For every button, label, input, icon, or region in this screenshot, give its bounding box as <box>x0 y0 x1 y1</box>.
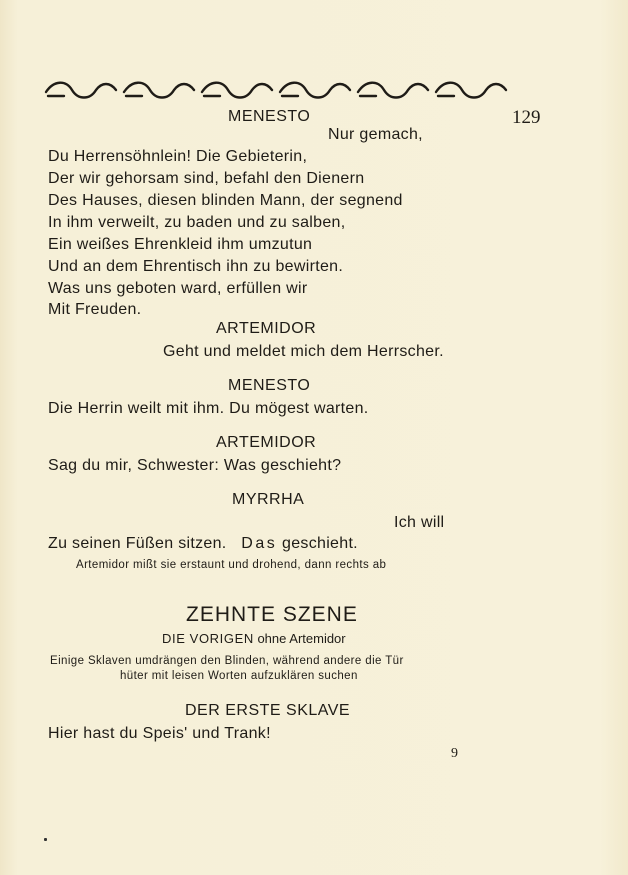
scene-title: ZEHNTE SZENE <box>186 603 358 626</box>
scene-cast <box>162 631 346 646</box>
speaker-artemidor: ARTEMIDOR <box>216 320 317 337</box>
speaker-menesto-header: MENESTO <box>228 108 311 125</box>
verse-line: Was uns geboten ward, erfüllen wir <box>48 280 308 297</box>
verse-line: Der wir gehorsam sind, befahl den Dienern <box>48 170 365 187</box>
stage-direction: Einige Sklaven umdrängen den Blinden, während andere die Tür <box>50 655 404 667</box>
verse-line: Und an dem Ehrentisch ihn zu bewirten. <box>48 258 344 275</box>
speaker-artemidor: ARTEMIDOR <box>216 434 317 451</box>
verse-line: Ich will <box>394 514 445 531</box>
verse-line: In ihm verweilt, zu baden und zu salben, <box>48 214 346 231</box>
decorative-border-ornament <box>44 78 514 102</box>
verse-text: geschieht. <box>277 535 358 552</box>
ink-speck <box>44 838 47 841</box>
stage-direction: hüter mit leisen Worten aufzuklären suchen <box>120 670 358 682</box>
verse-line: Nur gemach, <box>328 126 423 143</box>
speaker-myrrha: MYRRHA <box>232 491 305 508</box>
verse-text-spaced: Das <box>241 535 278 552</box>
page-number: 129 <box>512 107 541 128</box>
scene-cast-rest: ohne Artemidor <box>253 631 346 646</box>
verse-line: Hier hast du Speis' und Trank! <box>48 725 271 742</box>
speaker-menesto: MENESTO <box>228 377 311 394</box>
verse-line: Mit Freuden. <box>48 301 142 318</box>
speaker-erster-sklave: DER ERSTE SKLAVE <box>185 702 351 719</box>
verse-line: Ein weißes Ehrenkleid ihm umzutun <box>48 236 313 253</box>
stage-direction: Artemidor mißt sie erstaunt und drohend, dann rechts ab <box>76 559 387 571</box>
verse-line: Sag du mir, Schwester: Was geschieht? <box>48 457 342 474</box>
verse-line <box>48 535 358 553</box>
verse-line: Du Herrensöhnlein! Die Gebieterin, <box>48 148 308 165</box>
scene-cast-caps: DIE VORIGEN <box>162 631 254 646</box>
verse-line: Die Herrin weilt mit ihm. Du mögest warten. <box>48 400 369 417</box>
verse-text: Zu seinen Füßen sitzen. <box>48 535 227 552</box>
verse-line: Des Hauses, diesen blinden Mann, der segnend <box>48 192 403 209</box>
verse-line: Geht und meldet mich dem Herrscher. <box>163 343 444 360</box>
signature-mark: 9 <box>451 746 458 761</box>
